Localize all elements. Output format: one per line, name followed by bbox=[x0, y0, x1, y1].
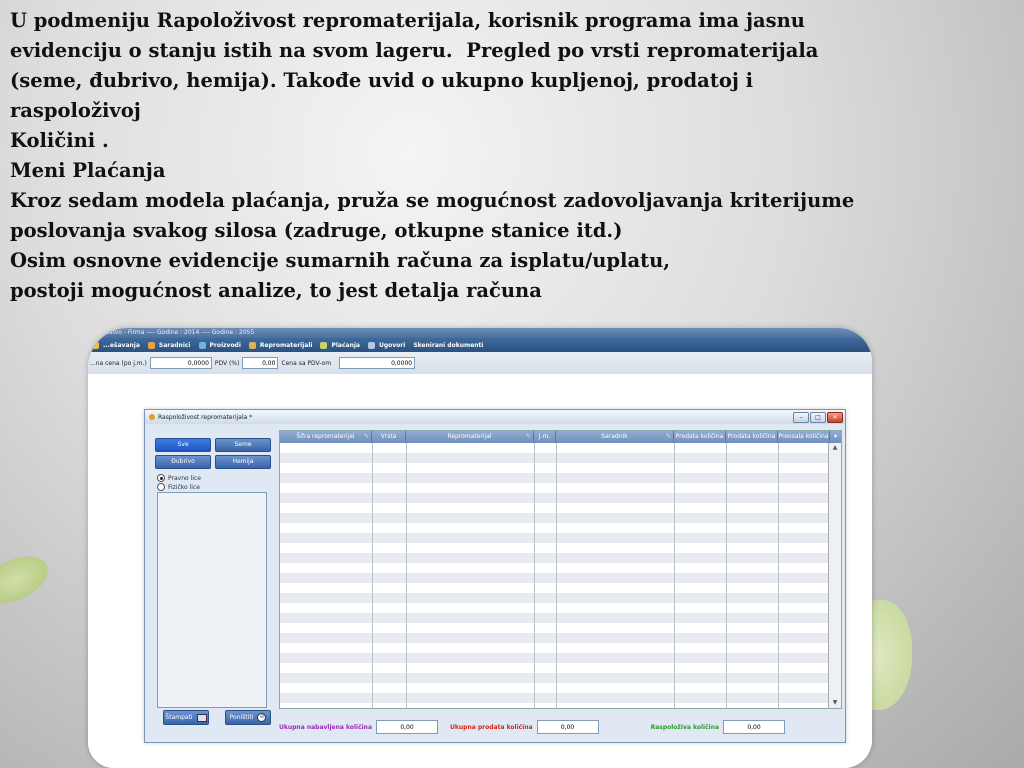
column-header[interactable] bbox=[778, 431, 830, 443]
column-label: Prodata količina bbox=[727, 433, 776, 440]
slide-line: raspoloživoj bbox=[10, 99, 141, 122]
menu-label: Plaćanja bbox=[331, 341, 360, 349]
materials-grid bbox=[279, 430, 842, 709]
column-label: J.m. bbox=[538, 433, 551, 440]
scroll-down-icon[interactable]: ▼ bbox=[832, 699, 838, 706]
filter-all-button[interactable]: Sve bbox=[155, 438, 211, 452]
menu-item-scanned-docs[interactable] bbox=[413, 342, 483, 349]
menu-item-settings[interactable] bbox=[92, 342, 140, 349]
close-button[interactable]: ✕ bbox=[827, 412, 843, 423]
table-row[interactable] bbox=[280, 563, 828, 573]
column-header[interactable] bbox=[372, 431, 406, 443]
table-row[interactable] bbox=[280, 693, 828, 703]
print-button[interactable] bbox=[163, 710, 209, 725]
table-row[interactable] bbox=[280, 583, 828, 593]
table-row[interactable] bbox=[280, 663, 828, 673]
app-titlebar: ...ništvo - Firma ---- Godine : 2014 ---- Godine : 2055 bbox=[88, 328, 872, 338]
table-row[interactable] bbox=[280, 683, 828, 693]
grid-column-divider bbox=[674, 443, 675, 708]
people-icon bbox=[148, 342, 155, 349]
printer-icon bbox=[197, 714, 207, 722]
maximize-button[interactable]: □ bbox=[810, 412, 826, 423]
cancel-icon: ⊘ bbox=[257, 713, 266, 722]
pdv-field[interactable] bbox=[242, 357, 278, 369]
grid-column-divider bbox=[372, 443, 373, 708]
table-row[interactable] bbox=[280, 533, 828, 543]
pdv-label: PDV (%) bbox=[214, 359, 240, 367]
menu-label: Ugovori bbox=[378, 341, 406, 349]
column-label: Saradnik bbox=[601, 433, 628, 440]
price-label: ...na cena (po j.m.) bbox=[90, 359, 147, 367]
filter-seeds-button[interactable]: Seme bbox=[215, 438, 271, 452]
total-sold-label: Ukupna prodata količina bbox=[450, 723, 533, 731]
slide-line: U podmeniju Rapoloživost repromaterijala, korisnik programa ima jasnu bbox=[10, 9, 805, 32]
table-row[interactable] bbox=[280, 513, 828, 523]
menu-item-materials[interactable] bbox=[249, 342, 313, 349]
price-toolbar bbox=[88, 352, 872, 375]
table-row[interactable] bbox=[280, 653, 828, 663]
available-quantity-field[interactable] bbox=[723, 720, 785, 734]
filter-icon[interactable]: ✎ bbox=[363, 433, 369, 440]
grid-header bbox=[280, 431, 841, 443]
cancel-label: Poništiti bbox=[229, 714, 254, 721]
menu-label: ...ešavanja bbox=[103, 341, 140, 349]
box-icon bbox=[199, 342, 206, 349]
window-title: Raspoloživost repromaterijala * bbox=[158, 413, 253, 421]
menu-item-partners[interactable] bbox=[148, 342, 191, 349]
table-row[interactable] bbox=[280, 673, 828, 683]
table-row[interactable] bbox=[280, 463, 828, 473]
pen-icon bbox=[320, 342, 327, 349]
slide-line: poslovanja svakog silosa (zadruge, otkupne stanice itd.) bbox=[10, 219, 623, 242]
grid-column-divider bbox=[534, 443, 535, 708]
column-label: Vrsta bbox=[380, 433, 397, 440]
window-controls bbox=[793, 412, 843, 423]
grid-body[interactable] bbox=[280, 443, 828, 708]
table-row[interactable] bbox=[280, 503, 828, 513]
bag-icon bbox=[249, 342, 256, 349]
settings-icon bbox=[92, 342, 99, 349]
menu-item-payments[interactable] bbox=[320, 342, 360, 349]
menu-item-products[interactable] bbox=[199, 342, 241, 349]
print-label: Štampati bbox=[165, 714, 193, 721]
grid-column-divider bbox=[726, 443, 727, 708]
window-app-icon bbox=[149, 414, 155, 420]
price-pdv-field[interactable] bbox=[339, 357, 415, 369]
menu-item-contracts[interactable] bbox=[368, 342, 405, 349]
filter-icon[interactable]: ✎ bbox=[665, 433, 671, 440]
filter-icon[interactable]: ✎ bbox=[525, 433, 531, 440]
table-row[interactable] bbox=[280, 553, 828, 563]
totals-bar bbox=[279, 720, 839, 734]
column-header[interactable] bbox=[406, 431, 534, 443]
slide-line: Osim osnovne evidencije sumarnih računa za isplatu/uplatu, bbox=[10, 249, 671, 272]
slide-line: evidenciju o stanju istih na svom lageru. Pregled po vrsti repromaterijala bbox=[10, 39, 819, 62]
partner-listbox[interactable] bbox=[157, 492, 267, 708]
column-header[interactable] bbox=[280, 431, 372, 443]
table-row[interactable] bbox=[280, 573, 828, 583]
table-row[interactable] bbox=[280, 603, 828, 613]
radio-button[interactable] bbox=[157, 483, 165, 491]
price-pdv-label: Cena sa PDV-om bbox=[281, 359, 332, 367]
total-sold-field[interactable] bbox=[537, 720, 599, 734]
radio-natural-person[interactable] bbox=[157, 483, 200, 491]
document-icon bbox=[368, 342, 375, 349]
column-header[interactable] bbox=[556, 431, 674, 443]
slide-line: postoji mogućnost analize, to jest detalja računa bbox=[10, 279, 542, 302]
table-row[interactable] bbox=[280, 473, 828, 483]
table-row[interactable] bbox=[280, 453, 828, 463]
minimize-button[interactable]: – bbox=[793, 412, 809, 423]
table-row[interactable] bbox=[280, 593, 828, 603]
column-label: Repromaterijal bbox=[447, 433, 492, 440]
table-row[interactable] bbox=[280, 623, 828, 633]
column-label: Predata količina bbox=[675, 433, 724, 440]
table-row[interactable] bbox=[280, 633, 828, 643]
table-row[interactable] bbox=[280, 613, 828, 623]
menu-label: Saradnici bbox=[158, 341, 191, 349]
column-label: Preosala količina bbox=[778, 433, 829, 440]
column-label: Šifra repromaterijal bbox=[296, 433, 355, 440]
radio-legal-entity[interactable] bbox=[157, 474, 201, 482]
grid-column-divider bbox=[406, 443, 407, 708]
table-row[interactable] bbox=[280, 523, 828, 533]
cancel-button[interactable] bbox=[225, 710, 271, 725]
grid-column-divider bbox=[556, 443, 557, 708]
price-field[interactable] bbox=[150, 357, 212, 369]
slide-line: Meni Plaćanja bbox=[10, 159, 166, 182]
radio-label: Fizičko lice bbox=[168, 483, 200, 491]
radio-button-checked[interactable] bbox=[157, 474, 165, 482]
availability-window bbox=[144, 409, 846, 743]
menu-label: Proizvodi bbox=[209, 341, 241, 349]
column-header[interactable] bbox=[534, 431, 556, 443]
filter-panel bbox=[153, 434, 273, 734]
window-titlebar[interactable] bbox=[145, 410, 845, 424]
total-purchased-label: Ukupna nabavljena količina bbox=[279, 723, 373, 731]
table-row[interactable] bbox=[280, 543, 828, 553]
filter-fertilizer-button[interactable]: Đubrivo bbox=[155, 455, 211, 469]
filter-chemicals-button[interactable]: Hemija bbox=[215, 455, 271, 469]
radio-label: Pravno lice bbox=[168, 474, 201, 482]
menu-label: Skenirani dokumenti bbox=[413, 341, 484, 349]
column-chooser-icon[interactable]: ▾ bbox=[833, 433, 837, 440]
table-row[interactable] bbox=[280, 643, 828, 653]
scroll-up-icon[interactable]: ▲ bbox=[832, 444, 838, 451]
slide-line: Kroz sedam modela plaćanja, pruža se mogućnost zadovoljavanja kriterijume bbox=[10, 189, 855, 212]
menu-label: Repromaterijali bbox=[259, 341, 313, 349]
leaf-decoration bbox=[0, 547, 55, 613]
table-row[interactable] bbox=[280, 443, 828, 453]
vertical-scrollbar[interactable] bbox=[828, 443, 841, 708]
column-header[interactable] bbox=[674, 431, 726, 443]
table-row[interactable] bbox=[280, 493, 828, 503]
grid-column-divider bbox=[778, 443, 779, 708]
slide-text bbox=[10, 6, 1010, 306]
available-quantity-label: Raspoloživa količina bbox=[650, 723, 720, 731]
slide-line: Količini . bbox=[10, 129, 109, 152]
total-purchased-field[interactable] bbox=[376, 720, 438, 734]
table-row[interactable] bbox=[280, 483, 828, 493]
column-header[interactable] bbox=[726, 431, 778, 443]
slide-line: (seme, đubrivo, hemija). Takođe uvid o ukupno kupljenoj, prodatoj i bbox=[10, 69, 754, 92]
app-menubar bbox=[88, 338, 872, 352]
